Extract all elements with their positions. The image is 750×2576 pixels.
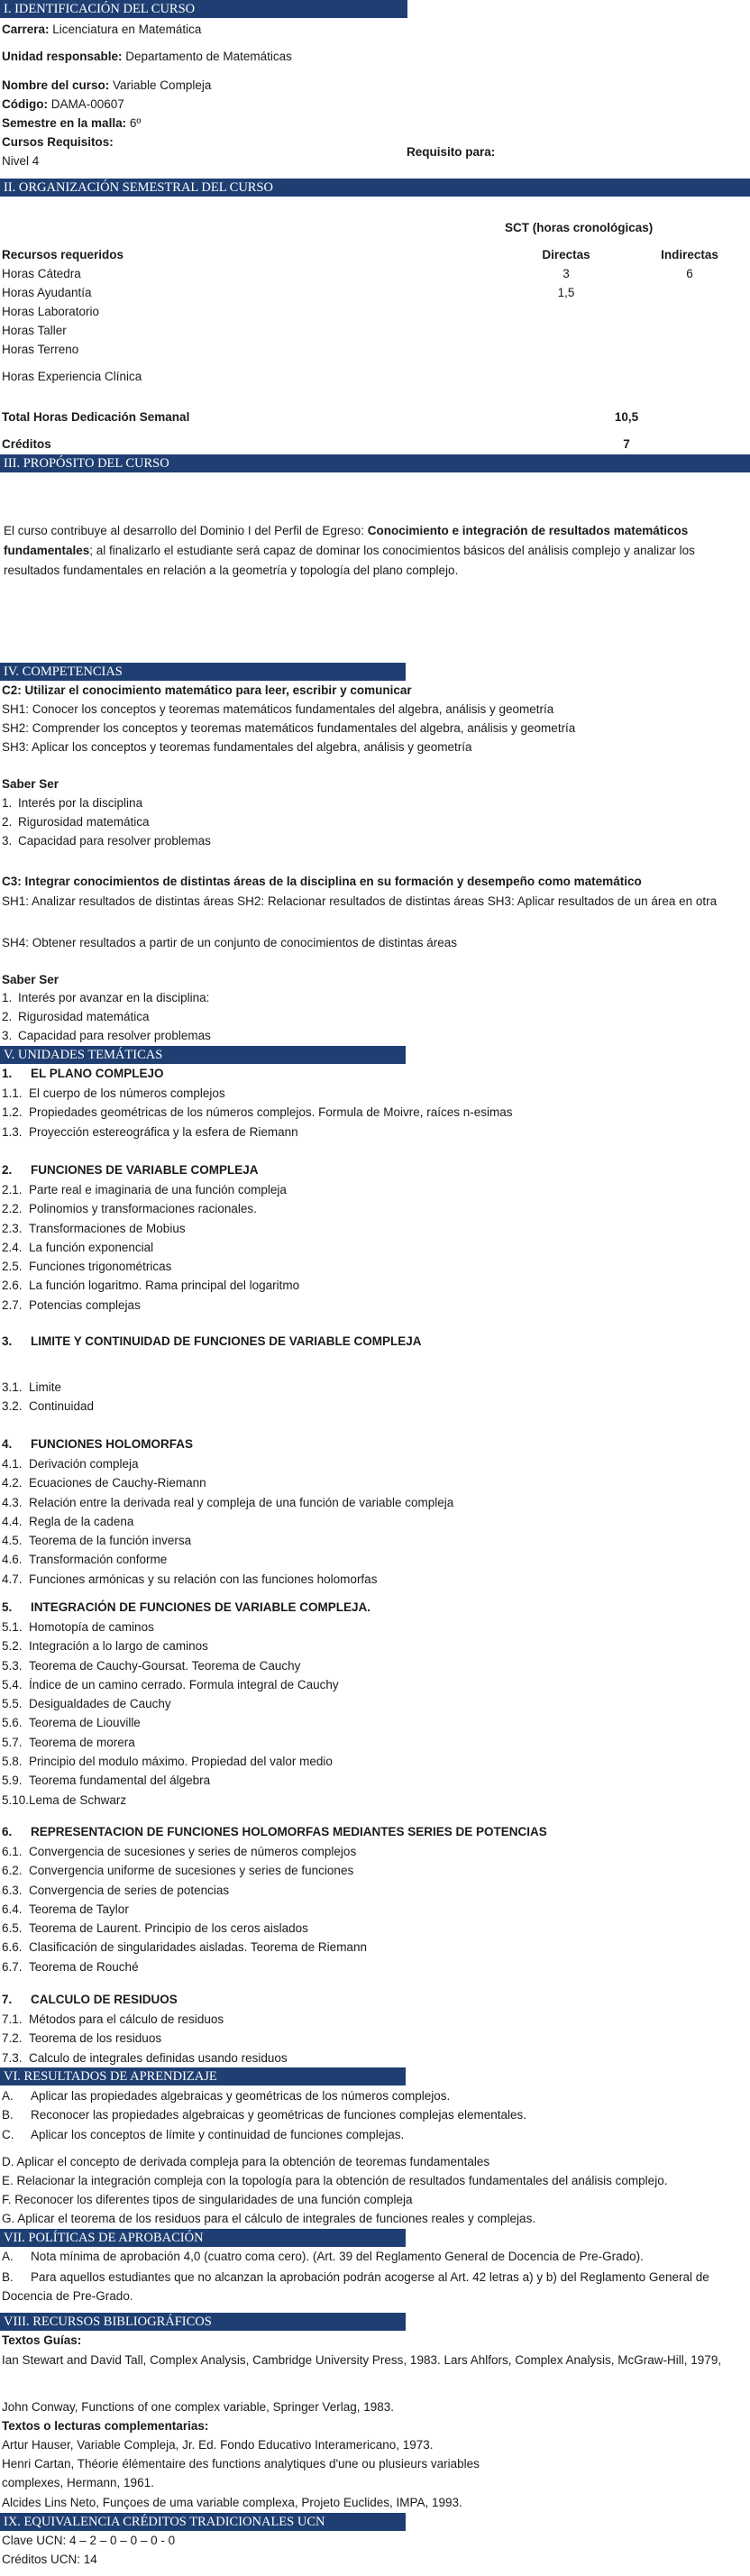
unit-title: 7. CALCULO DE RESIDUOS (2, 1993, 178, 2006)
cursos-requisitos-value: Nivel 4 (2, 154, 40, 168)
unidad-line: Unidad responsable: Departamento de Matemáticas (2, 50, 292, 63)
topic-item: 4.4. Regla de la cadena (2, 1514, 134, 1528)
directas-header: Directas (542, 248, 590, 261)
cursos-requisitos-label: Cursos Requisitos: (2, 135, 114, 149)
horas-catedra-directas: 3 (562, 267, 570, 280)
unit-7-topics (2, 2010, 288, 2067)
total-horas-value: 10,5 (614, 410, 639, 424)
saber-ser-item: 1. Interés por la disciplina (2, 796, 143, 810)
textos-guias-heading: Textos Guías: (2, 2333, 82, 2347)
topic-item: 5.2. Integración a lo largo de caminos (2, 1639, 208, 1654)
c2-sh3: SH3: Aplicar los conceptos y teoremas fundamentales del algebra, análisis y geometría (2, 740, 472, 754)
unit-6-topics (2, 1842, 367, 1976)
texto-complementario: Alcides Lins Neto, Funçoes de uma variable complexa, Projeto Euclides, IMPA, 1993. (2, 2496, 462, 2509)
indirectas-header: Indirectas (661, 248, 718, 261)
topic-item: 3.2. Continuidad (2, 1399, 95, 1414)
topic-item: 6.6. Clasificación de singularidades aisladas. Teorema de Riemann (2, 1940, 367, 1955)
texto-complementario: complexes, Hermann, 1961. (2, 2476, 154, 2489)
topic-item: 5.9. Teorema fundamental del álgebra (2, 1774, 211, 1788)
unit-title: 6. REPRESENTACION DE FUNCIONES HOLOMORFAS MEDIANTES SERIES DE POTENCIAS (2, 1825, 547, 1838)
resultado-e: E. Relacionar la integración compleja con la topología para la obtención de resultados fundamentales del análisis complejo. (2, 2174, 668, 2187)
creditos-label: Créditos (2, 437, 51, 451)
unit-3-topics (2, 1378, 94, 1416)
politica-b: B. Para aquellos estudiantes que no alcanzan la aprobación podrán acogerse al Art. 42 letras a) y b) del Reglamento General de Docencia de Pre-Grado. (2, 2270, 709, 2303)
topic-item: 2.6. La función logaritmo. Rama principal del logaritmo (2, 1279, 300, 1293)
topic-item: 5.1. Homotopía de caminos (2, 1620, 154, 1634)
section-proposito-header: III. PROPÓSITO DEL CURSO (0, 454, 750, 472)
section-recursos-header: VIII. RECURSOS BIBLIOGRÁFICOS (0, 2313, 406, 2331)
creditos-ucn: Créditos UCN: 14 (2, 2553, 97, 2566)
section-competencias-header: IV. COMPETENCIAS (0, 663, 406, 681)
horas-ayudantia-label: Horas Ayudantía (2, 286, 92, 299)
topic-item: 3.1. Limite (2, 1380, 62, 1394)
unit-5-topics (2, 1618, 339, 1810)
creditos-value: 7 (623, 437, 630, 451)
topic-item: 2.1. Parte real e imaginaria de una función compleja (2, 1183, 287, 1196)
topic-item: 6.2. Convergencia uniforme de sucesiones y series de funciones (2, 1864, 354, 1878)
topic-item: 2.4. La función exponencial (2, 1240, 154, 1254)
unit-title: 1. EL PLANO COMPLEJO (2, 1067, 164, 1080)
nombre-line: Nombre del curso: Variable Compleja (2, 78, 212, 92)
horas-taller-label: Horas Taller (2, 324, 67, 337)
section-politicas-header: VII. POLÍTICAS DE APROBACIÓN (0, 2229, 406, 2247)
unit-1-topics (2, 1084, 512, 1141)
texto-guia-2: John Conway, Functions of one complex variable, Springer Verlag, 1983. (2, 2400, 394, 2414)
saber-ser-item: 1. Interés por avanzar en la disciplina: (2, 991, 210, 1004)
unit-title: 2. FUNCIONES DE VARIABLE COMPLEJA (2, 1163, 259, 1177)
unit-title: 3. LIMITE Y CONTINUIDAD DE FUNCIONES DE VARIABLE COMPLEJA (2, 1334, 422, 1348)
c3-sh-list: SH1: Analizar resultados de distintas áreas SH2: Relacionar resultados de distintas áreas SH3: Aplicar resultados de un área en otra (2, 894, 718, 908)
topic-item: 2.7. Potencias complejas (2, 1297, 141, 1312)
texto-complementario: Artur Hauser, Variable Compleja, Jr. Ed. Fondo Educativo Interamericano, 1973. (2, 2438, 434, 2452)
semestre-line: Semestre en la malla: 6º (2, 116, 142, 130)
c2-sh1: SH1: Conocer los conceptos y teoremas matemáticos fundamentales del algebra, análisis y geometría (2, 702, 554, 716)
topic-item: 4.2. Ecuaciones de Cauchy-Riemann (2, 1476, 206, 1490)
horas-laboratorio-label: Horas Laboratorio (2, 305, 100, 318)
horas-terreno-label: Horas Terreno (2, 343, 79, 356)
recursos-requeridos-label: Recursos requeridos (2, 248, 124, 261)
horas-ayudantia-directas: 1,5 (557, 286, 575, 299)
topic-item: 6.1. Convergencia de sucesiones y series de números complejos (2, 1845, 357, 1858)
proposito-paragraph: El curso contribuye al desarrollo del Dominio I del Perfil de Egreso: Conocimiento e integración de resultados matemáticos fundamentales; al finalizarlo el estudiante será capaz de dominar los conocimientos básicos del análisis complejo y analizar los resultados fundamentales en relación a la geometría y topología del plano complejo. (4, 524, 695, 577)
topic-item: 4.7. Funciones armónicas y su relación con las funciones holomorfas (2, 1572, 378, 1586)
resultado-item: B. Reconocer las propiedades algebraicas y geométricas de funciones complejas elementales. (2, 2108, 527, 2122)
saber-ser-item: 3. Capacidad para resolver problemas (2, 834, 211, 848)
horas-catedra-label: Horas Cátedra (2, 267, 81, 280)
clave-ucn: Clave UCN: 4 – 2 – 0 – 0 – 0 - 0 (2, 2534, 176, 2547)
section-unidades-header: V. UNIDADES TEMÁTICAS (0, 1046, 406, 1064)
competencia-c2: C2: Utilizar el conocimiento matemático para leer, escribir y comunicar (2, 683, 412, 697)
section-equivalencia-header: IX. EQUIVALENCIA CRÉDITOS TRADICIONALES UCN (0, 2513, 406, 2531)
topic-item: 4.3. Relación entre la derivada real y compleja de una función de variable compleja (2, 1495, 454, 1509)
textos-complementarios-heading: Textos o lecturas complementarias: (2, 2419, 209, 2433)
topic-item: 5.3. Teorema de Cauchy-Goursat. Teorema de Cauchy (2, 1658, 301, 1673)
topic-item: 6.7. Teorema de Rouché (2, 1959, 139, 1974)
saber-ser-heading-2: Saber Ser (2, 973, 59, 986)
saber-ser-item: 3. Capacidad para resolver problemas (2, 1029, 211, 1042)
carrera-line: Carrera: Licenciatura en Matemática (2, 23, 202, 36)
texto-guia-1: Ian Stewart and David Tall, Complex Analysis, Cambridge University Press, 1983. Lars Ahlfors, Complex Analysis, McGraw-Hill, 1979, (2, 2353, 722, 2367)
resultados-list (2, 2086, 526, 2144)
topic-item: 6.5. Teorema de Laurent. Principio de los ceros aislados (2, 1921, 308, 1936)
unit-4-topics (2, 1454, 453, 1589)
topic-item: 5.6. Teorema de Liouville (2, 1716, 141, 1730)
horas-catedra-indirectas: 6 (686, 267, 693, 280)
saber-ser-heading: Saber Ser (2, 777, 59, 791)
topic-item: 5.7. Teorema de morera (2, 1735, 135, 1749)
topic-item: 2.5. Funciones trigonométricas (2, 1260, 172, 1274)
saber-ser-item: 2. Rigurosidad matemática (2, 815, 150, 829)
unit-title: 4. FUNCIONES HOLOMORFAS (2, 1437, 194, 1451)
section-organizacion-header: II. ORGANIZACIÓN SEMESTRAL DEL CURSO (0, 179, 750, 197)
topic-item: 4.6. Transformación conforme (2, 1553, 168, 1567)
topic-item: 4.5. Teorema de la función inversa (2, 1534, 192, 1548)
topic-item: 2.2. Polinomios y transformaciones racionales. (2, 1202, 257, 1216)
topic-item: 6.3. Convergencia de series de potencias (2, 1883, 230, 1897)
resultado-item: A. Aplicar las propiedades algebraicas y geométricas de los números complejos. (2, 2089, 451, 2103)
politica-a: A. Nota mínima de aprobación 4,0 (cuatro coma cero). (Art. 39 del Reglamento General de Docencia de Pre-Grado). (2, 2250, 644, 2263)
resultado-g: G. Aplicar el teorema de los residuos para el cálculo de integrales de funciones reales y complejas. (2, 2212, 536, 2225)
texto-complementario: Henri Cartan, Théorie élémentaire des functions analytiques d'une ou plusieurs variables (2, 2457, 480, 2471)
topic-item: 2.3. Transformaciones de Mobius (2, 1221, 186, 1235)
topic-item: 1.1. El cuerpo de los números complejos (2, 1086, 225, 1100)
topic-item: 1.3. Proyección estereográfica y la esfera de Riemann (2, 1124, 298, 1139)
horas-clinica-label: Horas Experiencia Clínica (2, 370, 142, 383)
c2-sh2: SH2: Comprender los conceptos y teoremas matemáticos fundamentales del algebra, análisis y geometría (2, 721, 576, 735)
section-resultados-header: VI. RESULTADOS DE APRENDIZAJE (0, 2067, 406, 2086)
unit-2-topics (2, 1180, 299, 1315)
section-identificacion-header: I. IDENTIFICACIÓN DEL CURSO (0, 0, 407, 18)
topic-item: 5.4. Índice de un camino cerrado. Formula integral de Cauchy (2, 1677, 339, 1691)
topic-item: 6.4. Teorema de Taylor (2, 1902, 129, 1916)
topic-item: 5.5. Desigualdades de Cauchy (2, 1697, 171, 1711)
topic-item: 7.3. Calculo de integrales definidas usando residuos (2, 2050, 288, 2065)
codigo-line: Código: DAMA-00607 (2, 97, 124, 111)
saber-ser-item: 2. Rigurosidad matemática (2, 1010, 150, 1023)
topic-item: 5.8. Principio del modulo máximo. Propiedad del valor medio (2, 1755, 333, 1769)
sct-header: SCT (horas cronológicas) (505, 221, 654, 234)
total-horas-label: Total Horas Dedicación Semanal (2, 410, 190, 424)
requisito-para-label: Requisito para: (407, 145, 496, 159)
resultado-item: C. Aplicar los conceptos de límite y continuidad de funciones complejas. (2, 2127, 405, 2141)
c3-sh4: SH4: Obtener resultados a partir de un conjunto de conocimientos de distintas áreas (2, 936, 458, 949)
topic-item: 4.1. Derivación compleja (2, 1457, 139, 1471)
resultado-d: D. Aplicar el concepto de derivada compleja para la obtención de teoremas fundamentales (2, 2155, 490, 2168)
topic-item: 5.10.Lema de Schwarz (2, 1792, 127, 1807)
topic-item: 7.1. Métodos para el cálculo de residuos (2, 2012, 224, 2026)
competencia-c3: C3: Integrar conocimientos de distintas áreas de la disciplina en su formación y desempeño como matemático (2, 875, 642, 888)
topic-item: 1.2. Propiedades geométricas de los números complejos. Formula de Moivre, raíces n-esimas (2, 1105, 513, 1120)
unit-title: 5. INTEGRACIÓN DE FUNCIONES DE VARIABLE COMPLEJA. (2, 1600, 371, 1614)
topic-item: 7.2. Teorema de los residuos (2, 2031, 162, 2046)
resultado-f: F. Reconocer los diferentes tipos de singularidades de una función compleja (2, 2193, 413, 2206)
